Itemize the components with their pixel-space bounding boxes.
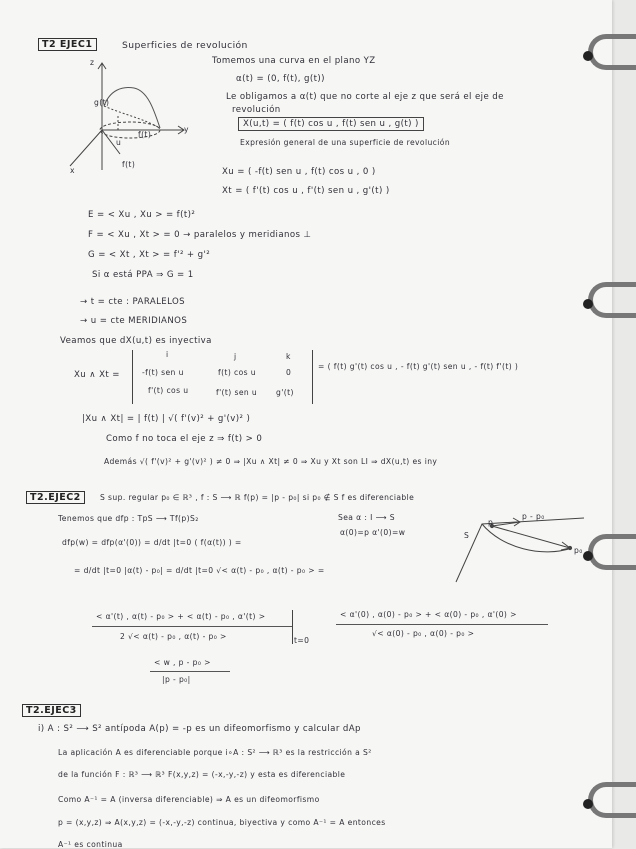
ex2-eval-bar	[292, 610, 293, 644]
ex1-fig-f-label: f(t)	[122, 160, 136, 169]
ex2-derivation-2: = d/dt |t=0 |α(t) - p₀| = d/dt |t=0 √< α(t) - p₀ , α(t) - p₀ > =	[74, 566, 325, 575]
ex1-title: Superficies de revolución	[122, 40, 248, 51]
ex2-fraction-1-numerator: < α'(t) , α(t) - p₀ > + < α(t) - p₀ , α'(t) >	[96, 612, 266, 621]
ex2-fraction-2-bar	[336, 624, 548, 625]
ex2-line-1: Tenemos que dfp : TpS ⟶ Tf(p)S₂	[58, 514, 199, 523]
ex1-fig-ft-label: f(t)	[138, 130, 152, 139]
ex1-det-r0c2: k	[286, 352, 291, 361]
ex3-line-4: p = (x,y,z) ⇒ A(x,y,z) = (-x,-y,-z) continua, biyectiva y como A⁻¹ = A entonces	[58, 818, 386, 827]
ex2-fraction-3-numerator: < w , p - p₀ >	[154, 658, 211, 667]
ex1-parallels: → t = cte : PARALELOS	[80, 297, 186, 307]
ex2-fig-pp0-label: p - p₀	[522, 512, 545, 521]
ex1-det-r2c2: g'(t)	[276, 388, 294, 397]
ex1-det-left-bar	[132, 350, 133, 404]
ex3-line-2: de la función F : ℝ³ ⟶ ℝ³ F(x,y,z) = (-x,-y,-z) y esta es diferenciable	[58, 770, 346, 779]
ex3-tag: T2.EJEC3	[22, 704, 81, 717]
ex1-det-right-bar	[312, 350, 313, 404]
ex2-sea: Sea α : I ⟶ S	[338, 513, 395, 522]
ex2-alpha0: α(0)=p α'(0)=w	[340, 528, 406, 537]
ex1-det-r2c1: f'(t) sen u	[216, 388, 258, 397]
ex1-meridians: → u = cte MERIDIANOS	[80, 316, 188, 326]
ex1-fig-x-label: x	[70, 166, 75, 175]
ex1-como: Como f no toca el eje z ⇒ f(t) > 0	[106, 434, 263, 444]
ex2-fig-S-label: S	[464, 531, 470, 540]
ex2-fraction-2-numerator: < α'(0) , α(0) - p₀ > + < α(0) - p₀ , α'(0) >	[340, 610, 517, 619]
ex1-revolution-figure	[62, 58, 192, 173]
ex1-fig-y-label: y	[184, 125, 189, 134]
ex1-ademas: Además √( f'(v)² + g'(v)² ) ≠ 0 ⇒ |Xu ∧ Xt| ≠ 0 ⇒ Xu y Xt son LI ⇒ dX(u,t) es iny	[104, 457, 438, 466]
ex1-cross-rhs: = ( f(t) g'(t) cos u , - f(t) g'(t) sen u , - f(t) f'(t) )	[318, 362, 519, 371]
ex1-fig-u-label: u	[116, 138, 122, 147]
binder-ring-4	[588, 782, 636, 818]
ex1-fig-g-label: g(t)	[94, 98, 110, 107]
ex1-cross-lhs: Xu ∧ Xt =	[74, 370, 120, 380]
ex3-title: i) A : S² ⟶ S² antípoda A(p) = -p es un difeomorfismo y calcular dAp	[38, 724, 361, 734]
ex1-det-r2c0: f'(t) cos u	[148, 386, 189, 395]
ex3-line-1: La aplicación A es diferenciable porque i∘A : S² ⟶ ℝ³ es la restricción a S²	[58, 748, 372, 757]
ex1-G: G = < Xt , Xt > = f'² + g'²	[88, 250, 211, 260]
ex1-general-expression: Expresión general de una superficie de revolución	[240, 138, 451, 147]
ex2-derivation-1: dfp(w) = dfp(α'(0)) = d/dt |t=0 ( f(α(t)) ) =	[62, 538, 242, 547]
ex2-eval-t0: t=0	[294, 636, 310, 645]
ex2-tag: T2.EJEC2	[26, 491, 85, 504]
ex1-fig-z-label: z	[90, 58, 95, 67]
binder-ring-3	[588, 534, 636, 570]
ex3-line-5: A⁻¹ es continua	[58, 840, 123, 849]
ex2-fraction-2-denominator: √< α(0) - p₀ , α(0) - p₀ >	[372, 629, 475, 638]
ex2-fraction-1-denominator: 2 √< α(t) - p₀ , α(t) - p₀ >	[120, 632, 227, 641]
ex1-ppa: Si α está PPA ⇒ G = 1	[92, 270, 194, 280]
ex1-norm: |Xu ∧ Xt| = | f(t) | √( f'(v)² + g'(v)² )	[82, 414, 251, 424]
ex1-intro-3: revolución	[232, 105, 281, 115]
ex1-xu: Xu = ( -f(t) sen u , f(t) cos u , 0 )	[222, 167, 376, 177]
ex1-intro-2: Le obligamos a α(t) que no corte al eje z que será el eje de	[226, 92, 504, 102]
ex1-xt: Xt = ( f'(t) cos u , f'(t) sen u , g'(t) )	[222, 186, 390, 196]
ex1-alpha: α(t) = (0, f(t), g(t))	[236, 74, 325, 84]
ex3-line-3: Como A⁻¹ = A (inversa diferenciable) ⇒ A es un difeomorfismo	[58, 795, 320, 804]
ex1-det-r0c1: j	[234, 352, 237, 361]
ex1-intro-1: Tomemos una curva en el plano YZ	[212, 56, 376, 66]
ex2-fraction-3-bar	[150, 671, 230, 672]
ex1-injective: Veamos que dX(u,t) es inyectiva	[60, 336, 212, 346]
binder-ring-2	[588, 282, 636, 318]
ex2-fraction-1-bar	[92, 626, 292, 627]
ex2-fraction-3-denominator: |p - p₀|	[162, 675, 191, 684]
ex1-E: E = < Xu , Xu > = f(t)²	[88, 210, 196, 220]
ex2-fig-p0-label: p₀	[574, 546, 583, 555]
ex1-tag: T2 EJEC1	[38, 38, 97, 51]
ex1-det-r1c0: -f(t) sen u	[142, 368, 184, 377]
ex1-det-r1c2: 0	[286, 368, 292, 377]
ex1-F: F = < Xu , Xt > = 0 → paralelos y meridianos ⊥	[88, 230, 312, 240]
ex1-parametrization: X(u,t) = ( f(t) cos u , f(t) sen u , g(t) )	[238, 117, 424, 131]
ex1-det-r1c1: f(t) cos u	[218, 368, 256, 377]
ex2-title: S sup. regular p₀ ∈ ℝ³ , f : S ⟶ ℝ f(p) = |p - p₀| si p₀ ∉ S f es diferenciable	[100, 493, 415, 502]
ex1-det-r0c0: i	[166, 350, 169, 359]
ex2-fig-p-label: p	[488, 518, 494, 527]
binder-ring-1	[588, 34, 636, 70]
